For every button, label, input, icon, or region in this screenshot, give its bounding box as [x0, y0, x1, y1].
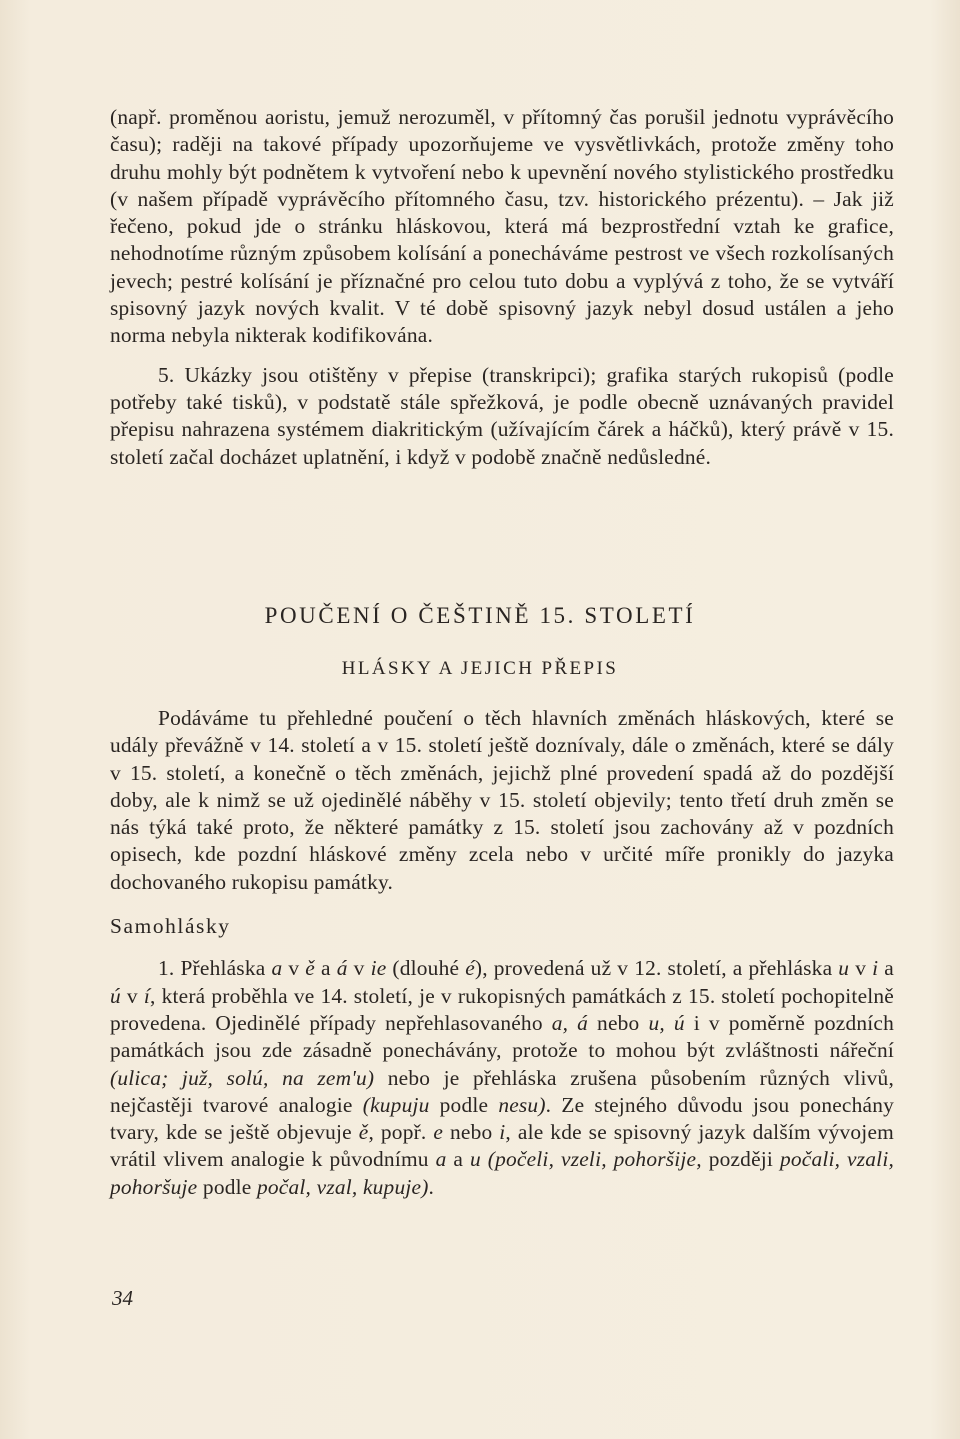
italic-run: počali, vzali, pohoršuje [110, 1147, 895, 1199]
text-run: a [878, 956, 894, 981]
paragraph-continuation: (např. proměnou aoristu, jemuž nerozuměl, v přítomný čas porušil jednotu vyprávěcího času); raději na takové případy upozorňujeme ve vysvětlivkách, protože změny toho druhu mohly být podnětem k vytvoření nebo k upevnění nového stylistického prostředku (v našem případě vyprávěcího přítomného času, tzv. historického prézentu). – Jak již řečeno, pokud jde o stránku hláskovou, která má bezprostřední vztah ke grafice, nehodnotíme různým způsobem kolísání a ponecháváme pestrost ve všech rozkolísaných jevech; pestré kolísání je příznačné pro celou tuto dobu a vyplývá z toho, že se vytváří spisovný jazyk nových kvalit. V té době spisovný jazyk nebyl dosud ustálen a jeho norma nebyla nikterak kodifikována. [110, 105, 894, 348]
italic-run: u (počeli, vzeli, pohoršije, [470, 1147, 702, 1172]
text-run: (dlouhé [386, 956, 466, 981]
upper-text-block [110, 104, 894, 471]
page-number: 34 [112, 1286, 133, 1310]
text-run: i v poměrně pozdních památkách jsou zde zásadně ponechávány, protože to mohou být zvláštnosti nářeční [110, 1010, 895, 1063]
italic-run: nesu) [498, 1092, 546, 1117]
text-run: , ale kde se spisovný jazyk dalším vývojem vrátil vlivem analogie k původnímu [110, 1120, 894, 1172]
text-run: v [282, 956, 306, 981]
section-heading: Samohlásky [110, 914, 231, 939]
italic-run: e [433, 1120, 444, 1145]
italic-run: ě [305, 956, 315, 981]
text-run: a [446, 1147, 470, 1172]
italic-run: a [435, 1147, 447, 1172]
italic-run: í [143, 983, 151, 1008]
italic-run: ie [370, 956, 387, 981]
italic-run: i [499, 1120, 506, 1145]
text-run: 1. Přehláska [158, 956, 272, 981]
italic-run: počal, vzal, kupuje) [257, 1174, 429, 1199]
lower-text-block [110, 705, 894, 1201]
text-run: , která proběhla ve 14. století, je v rukopisných památkách z 15. století pochopitelně provedena. Ojedinělé případy nepřehlasovaného [110, 983, 894, 1035]
text-run: . [428, 1174, 435, 1199]
italic-run: (kupuju [362, 1092, 430, 1117]
text-run: později [701, 1147, 780, 1172]
chapter-subtitle: HLÁSKY A JEJICH PŘEPIS [341, 658, 619, 679]
text-run: v [120, 983, 144, 1008]
italic-run: a, á [551, 1010, 589, 1035]
italic-run: é [465, 956, 475, 981]
text-run: podle [197, 1174, 257, 1199]
italic-run: i [872, 956, 879, 981]
italic-run: (ulica; juž, solú, na zem'u) [110, 1065, 375, 1090]
chapter-title: POUČENÍ O ČEŠTINĚ 15. STOLETÍ [264, 603, 696, 628]
paragraph-intro: Podáváme tu přehledné poučení o těch hlavních změnách hláskových, které se udály převážně v 14. století a v 15. století ještě doznívaly, dále o změnách, které se dály v 15. století, a konečně o těch změnách, jejichž plné provedení spadá až do pozdější doby, ale k nimž se už ojedinělé náběhy v 15. století objevily; tento třetí druh změn se nás týká také proto, že některé památky z 15. století jsou zachovány až v pozdních opisech, kde pozdní hláskové změny zcela nebo v určité míře pronikly do jazyka dochovaného rukopisu památky. [110, 706, 894, 894]
paragraph-item-1 [110, 955, 894, 1201]
text-run: nebo je přehláska zrušena působením různých vlivů, nejčastěji tvarové analogie [110, 1065, 894, 1117]
text-run: a [314, 956, 337, 981]
italic-run: a [271, 956, 283, 981]
italic-run: ě [358, 1120, 369, 1145]
italic-run: á [336, 956, 348, 981]
text-run: v [347, 956, 371, 981]
text-run: podle [429, 1092, 499, 1117]
text-run: v [849, 956, 873, 981]
text-run: . Ze stejného důvodu jsou ponechány tvary, kde se ještě objevuje [110, 1092, 894, 1145]
italic-run: u [838, 956, 850, 981]
text-run: , popř. [368, 1120, 434, 1145]
text-run: ), provedená už v 12. století, a přehláska [474, 956, 839, 981]
text-run: nebo [443, 1120, 500, 1145]
italic-run: ú [110, 983, 121, 1008]
paragraph-point-5: 5. Ukázky jsou otištěny v přepise (transkripci); grafika starých rukopisů (podle potřeby také tisků), v podstatě stále spřežková, je podle obecně uznávaných pravidel přepisu nahrazena systémem diakritickým (užívajícím čárek a háčků), který právě v 15. století začal docházet uplatnění, i když v podobě značně nedůsledné. [110, 362, 894, 469]
italic-run: u, ú [648, 1010, 685, 1035]
text-run: nebo [588, 1010, 649, 1035]
